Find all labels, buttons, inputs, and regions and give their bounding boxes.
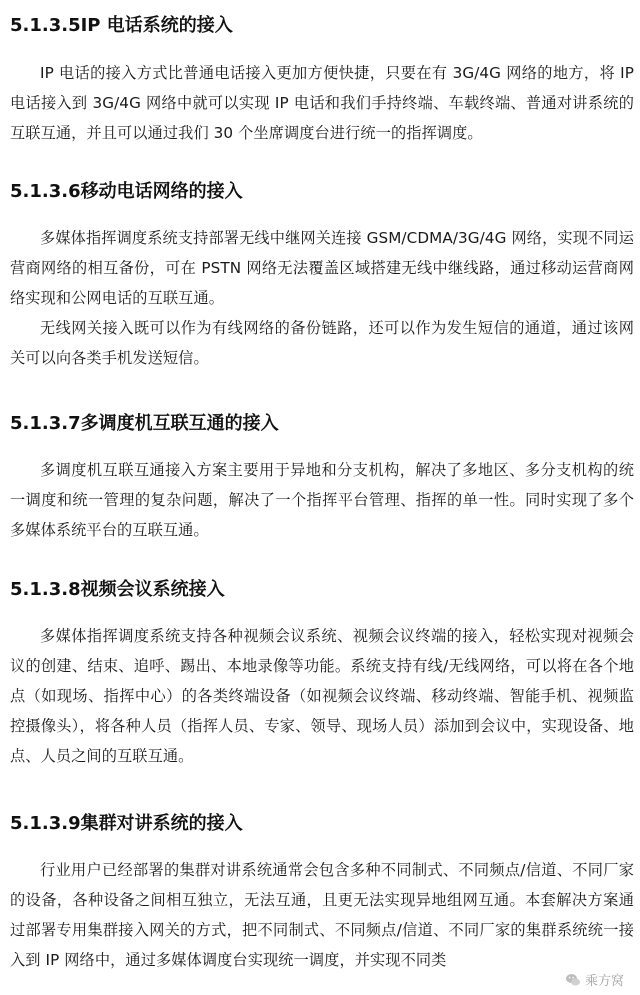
spacer bbox=[10, 436, 634, 455]
watermark bbox=[563, 970, 626, 989]
spacer bbox=[10, 38, 634, 58]
paragraph: 多调度机互联互通接入方案主要用于异地和分支机构，解决了多地区、多分支机构的统一调度和统一管理的复杂问题，解决了一个指挥平台管理、指挥的单一性。同时实现了多个多媒体系统平台的互联互通。 bbox=[10, 461, 634, 539]
paragraph: 多媒体指挥调度系统支持各种视频会议系统、视频会议终端的接入，轻松实现对视频会议的创建、结束、追呼、踢出、本地录像等功能。系统支持有线/无线网络，可以将在各个地点（如现场、指挥中心）的各类终端设备（如视频会议终端、移动终端、智能手机、视频监控摄像头），将各种人员（指挥人员、专家、领导、现场人员）添加到会议中，实现设备、地点、人员之间的互联互通。 bbox=[10, 627, 634, 765]
section-mobile-network bbox=[10, 180, 634, 373]
paragraph: 行业用户已经部署的集群对讲系统通常会包含多种不同制式、不同频点/信道、不同厂家的设备，各种设备之间相互独立，无法互通，且更无法实现异地组网互通。本套解决方案通过部署专用集群接入网关的方式，把不同制式、不同频点/信道、不同厂家的集群系统统一接入到 IP 网络中，通过多媒体调度台实现统一调度，并实现不同类 bbox=[10, 861, 634, 969]
spacer bbox=[10, 204, 634, 223]
paragraph: 多媒体指挥调度系统支持部署无线中继网关连接 GSM/CDMA/3G/4G 网络，实现不同运营商网络的相互备份，可在 PSTN 网络无法覆盖区域搭建无线中继线路，通过移动运营商网络实现和公网电话的互联互通。 bbox=[10, 229, 634, 307]
spacer bbox=[10, 602, 634, 621]
spacer bbox=[10, 836, 634, 855]
section-heading: 5.1.3.8视频会议系统接入 bbox=[10, 579, 225, 600]
paragraph: 无线网关接入既可以作为有线网络的备份链路，还可以作为发生短信的通道，通过该网关可以向各类手机发送短信。 bbox=[10, 319, 634, 367]
section-video-conference bbox=[10, 578, 634, 771]
watermark-text: 乘方窝 bbox=[584, 974, 624, 989]
section-heading: 5.1.3.9集群对讲系统的接入 bbox=[10, 813, 243, 834]
section-heading: 5.1.3.5IP 电话系统的接入 bbox=[10, 15, 233, 36]
section-trunking-intercom bbox=[10, 812, 634, 975]
section-heading: 5.1.3.7多调度机互联互通的接入 bbox=[10, 413, 279, 434]
section-multi-dispatcher bbox=[10, 412, 634, 545]
section-heading: 5.1.3.6移动电话网络的接入 bbox=[10, 181, 243, 202]
section-ip-phone bbox=[10, 14, 634, 148]
wechat-logo-icon bbox=[565, 972, 581, 988]
paragraph: IP 电话的接入方式比普通电话接入更加方便快捷，只要在有 3G/4G 网络的地方，将 IP 电话接入到 3G/4G 网络中就可以实现 IP 电话和我们手持终端、车载终端、普通对讲系统的互联互通，并且可以通过我们 30 个坐席调度台进行统一的指挥调度。 bbox=[10, 64, 634, 142]
